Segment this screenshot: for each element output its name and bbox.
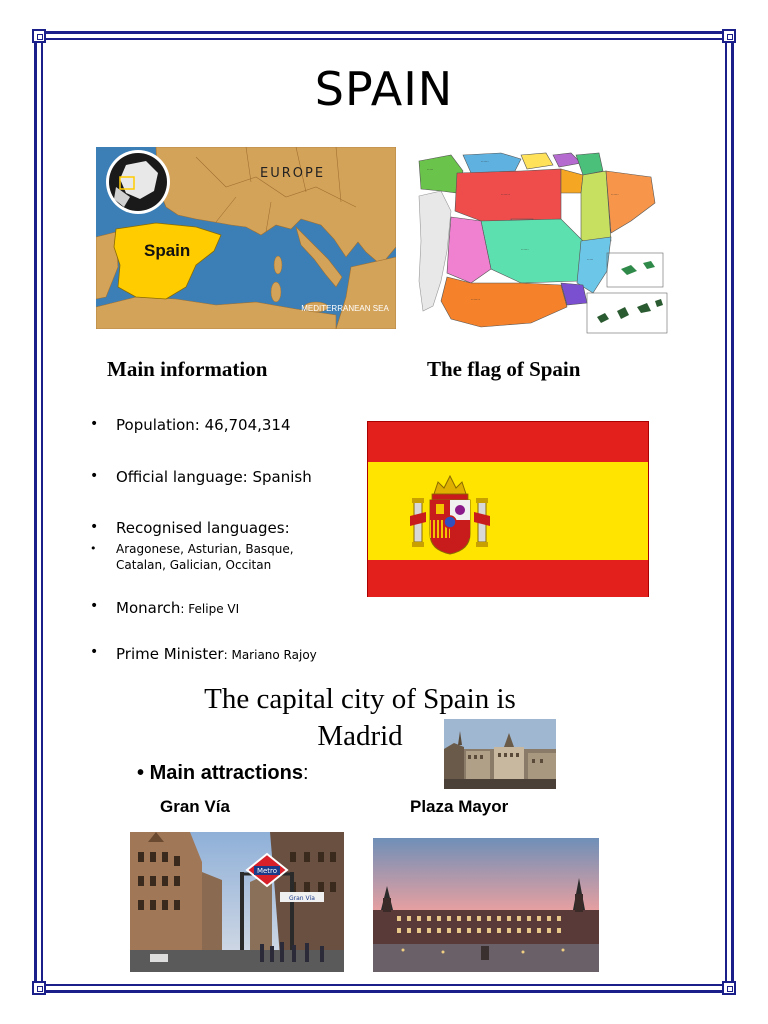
prime-minister-label: Prime Minister <box>116 645 224 663</box>
page-title: SPAIN <box>314 62 454 116</box>
svg-text:······: ······ <box>611 192 619 197</box>
main-attractions-label: • Main attractions: <box>137 762 309 784</box>
bullet-icon: • <box>90 598 99 614</box>
flag-heading: The flag of Spain <box>427 357 581 381</box>
recognised-languages-label: Recognised languages: <box>116 519 290 537</box>
plaza-mayor-photo <box>373 838 599 972</box>
bullet-icon: • <box>90 644 99 660</box>
corner-ornament-top-left <box>32 29 46 43</box>
population-text: Population: 46,704,314 <box>116 416 291 434</box>
spain-provinces-map <box>411 141 673 341</box>
svg-text:·····: ····· <box>427 167 434 172</box>
svg-text:·······: ······· <box>501 192 510 197</box>
monarch-value: : Felipe VI <box>180 602 240 616</box>
official-language-text: Official language: Spanish <box>116 468 312 486</box>
plaza-mayor-label: Plaza Mayor <box>410 797 509 816</box>
coat-of-arms-icon <box>410 472 490 556</box>
europe-label: EUROPE <box>260 166 326 181</box>
flag-stripe-bottom <box>368 560 648 597</box>
gran-via-photo <box>130 832 344 972</box>
main-info-heading: Main information <box>107 357 268 381</box>
bullet-icon: • <box>90 468 99 484</box>
bullet-icon: • <box>90 519 99 535</box>
madrid-skyline-photo <box>444 719 556 789</box>
svg-text:······: ······ <box>521 247 529 252</box>
spain-flag <box>367 421 649 597</box>
street-sign-text: Gran Vía <box>289 895 315 902</box>
capital-line1: The capital city of Spain is <box>204 683 516 715</box>
bullet-icon: • <box>90 542 97 555</box>
bullet-icon: • <box>90 416 99 432</box>
corner-ornament-bottom-right <box>722 981 736 995</box>
monarch-label: Monarch <box>116 599 181 617</box>
svg-text:······: ······ <box>481 159 489 164</box>
capital-line2: Madrid <box>317 720 403 752</box>
metro-sign-text: Metro <box>256 867 278 875</box>
prime-minister-value: : Mariano Rajoy <box>223 648 317 662</box>
corner-ornament-top-right <box>722 29 736 43</box>
recognised-languages-line2: Catalan, Galician, Occitan <box>116 558 272 572</box>
recognised-languages-line1: Aragonese, Asturian, Basque, <box>116 542 294 556</box>
gran-via-label: Gran Vía <box>160 797 230 816</box>
sea-label: MEDITERRANEAN SEA <box>301 304 389 313</box>
svg-text:·······: ······· <box>471 297 480 302</box>
europe-map <box>96 147 396 329</box>
bullet-icon: • <box>137 762 145 784</box>
corner-ornament-bottom-left <box>32 981 46 995</box>
svg-text:·····: ····· <box>587 257 594 262</box>
spain-map-label: Spain <box>144 241 191 260</box>
flag-stripe-top <box>368 422 648 462</box>
